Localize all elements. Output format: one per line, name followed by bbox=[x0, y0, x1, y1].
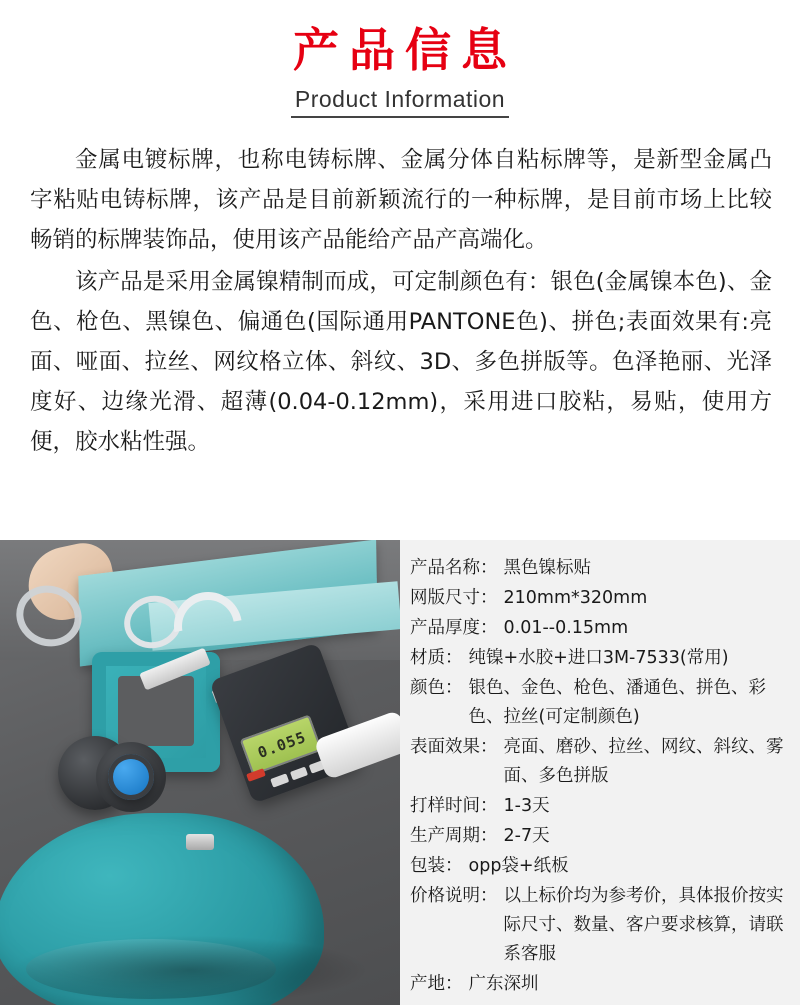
micrometer-frame-opening bbox=[118, 676, 194, 746]
spec-label: 价格说明： bbox=[410, 886, 498, 906]
product-photo-scene bbox=[0, 540, 400, 1005]
spec-label: 包装： bbox=[410, 856, 463, 876]
spec-label: 产品厚度： bbox=[410, 618, 498, 638]
spec-row bbox=[410, 882, 788, 969]
product-detail-panel bbox=[0, 540, 800, 1005]
intro-text bbox=[0, 140, 800, 462]
spec-list bbox=[400, 540, 800, 1005]
spec-value: 亮面、磨砂、拉丝、网纹、斜纹、雾面、多色拼版 bbox=[503, 737, 784, 786]
spec-row bbox=[410, 822, 788, 851]
spec-label: 表面效果： bbox=[410, 737, 498, 757]
page-header bbox=[0, 0, 800, 118]
spec-row bbox=[410, 970, 788, 999]
spec-value: 1-3天 bbox=[503, 796, 550, 816]
micrometer-reading: 0.055 bbox=[255, 727, 309, 763]
photo-shadow bbox=[10, 935, 370, 1005]
spec-row bbox=[410, 554, 788, 583]
page-title-en-wrap bbox=[0, 86, 800, 118]
spec-row bbox=[410, 792, 788, 821]
stand-blue-knob bbox=[108, 754, 154, 800]
spec-label: 生产周期： bbox=[410, 826, 498, 846]
stand-screw bbox=[186, 834, 214, 850]
spec-value: opp袋+纸板 bbox=[468, 856, 569, 876]
spec-label: 颜色： bbox=[410, 678, 463, 698]
spec-row bbox=[410, 644, 788, 673]
intro-paragraph-1: 金属电镀标牌，也称电铸标牌、金属分体自粘标牌等，是新型金属凸字粘贴电铸标牌，该产品是目前新颖流行的一种标牌，是目前市场上比较畅销的标牌装饰品，使用该产品能给产品产高端化。 bbox=[30, 146, 772, 253]
spec-value: 以上标价均为参考价，具体报价按实际尺寸、数量、客户要求核算，请联系客服 bbox=[503, 886, 784, 964]
spec-label: 打样时间： bbox=[410, 796, 498, 816]
spec-value: 0.01--0.15mm bbox=[503, 618, 629, 638]
spec-row bbox=[410, 674, 788, 732]
spec-value: 210mm*320mm bbox=[503, 588, 648, 608]
spec-row bbox=[410, 614, 788, 643]
spec-label: 网版尺寸： bbox=[410, 588, 498, 608]
spec-value: 2-7天 bbox=[503, 826, 550, 846]
spec-value: 银色、金色、枪色、潘通色、拼色、彩色、拉丝(可定制颜色) bbox=[468, 678, 766, 727]
page-title-cn: 产品信息 bbox=[293, 24, 517, 76]
spec-label: 产地： bbox=[410, 974, 463, 994]
spec-value: 广东深圳 bbox=[468, 974, 539, 994]
spec-row bbox=[410, 584, 788, 613]
spec-value: 黑色镍标贴 bbox=[503, 558, 591, 578]
intro-paragraph-2: 该产品是采用金属镍精制而成，可定制颜色有：银色(金属镍本色)、金色、枪色、黑镍色、偏通色(国际通用PANTONE色)、拼色;表面效果有:亮面、哑面、拉丝、网纹格立体、斜纹、3D、多色拼版等。色泽艳丽、光泽度好、边缘光滑、超薄(0.04-0.12mm)，采用进口胶粘，易贴，使用方便，胶水粘性强。 bbox=[30, 268, 772, 455]
spec-row bbox=[410, 733, 788, 791]
spec-value: 纯镍+水胶+进口3M-7533(常用) bbox=[468, 648, 729, 668]
product-photo bbox=[0, 540, 400, 1005]
spec-row bbox=[410, 852, 788, 881]
page-title-en: Product Information bbox=[291, 86, 509, 118]
spec-label: 产品名称： bbox=[410, 558, 498, 578]
spec-label: 材质： bbox=[410, 648, 463, 668]
